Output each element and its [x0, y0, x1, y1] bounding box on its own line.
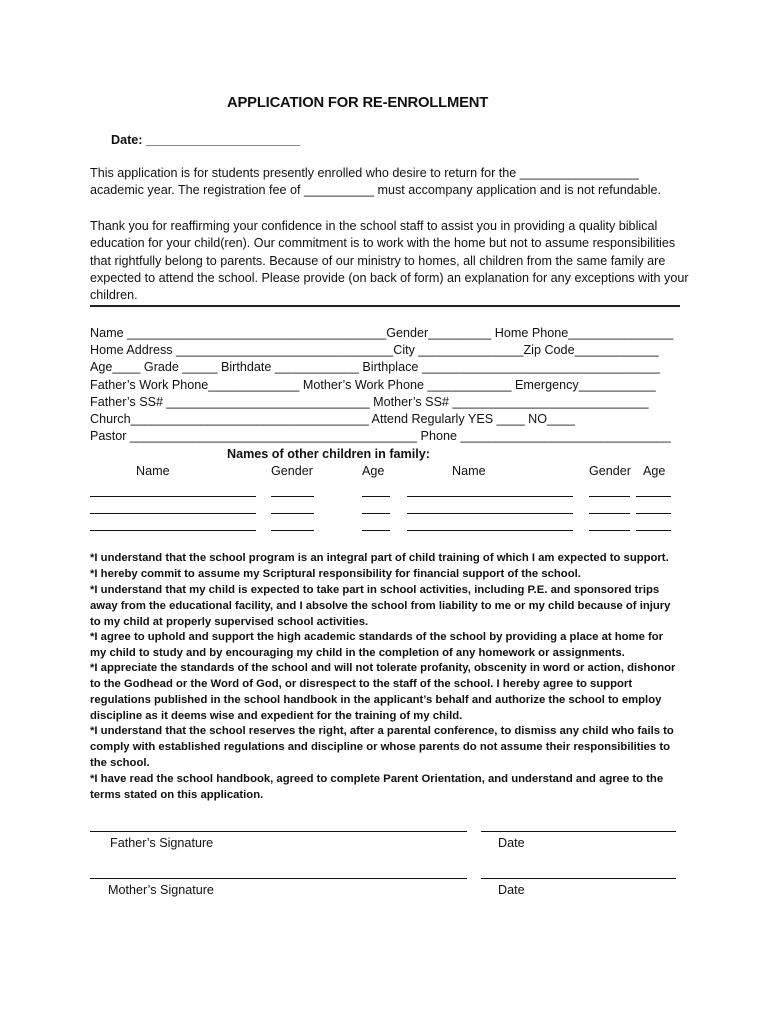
child-age-line[interactable] — [362, 513, 390, 514]
statement-academics: *I agree to uphold and support the high academic standards of the school by providing a place at home for my child to study and by encouraging my child in the completion of any homework or assignments. — [90, 631, 664, 659]
page-title: APPLICATION FOR RE-ENROLLMENT — [227, 95, 489, 111]
child-gender-line[interactable] — [589, 513, 630, 514]
child-age-line[interactable] — [636, 530, 671, 531]
church-row[interactable]: Church__________________________________ Attend Regularly YES ____ NO____ — [90, 412, 576, 426]
child-gender-line[interactable] — [589, 530, 630, 531]
col-header-age-right: Age — [643, 464, 666, 478]
father-signature-label: Father’s Signature — [110, 836, 214, 850]
col-header-gender-right: Gender — [589, 464, 632, 478]
child-age-line[interactable] — [636, 513, 671, 514]
col-header-gender-left: Gender — [271, 464, 314, 478]
intro-line-2: academic year. The registration fee of __________ must accompany application and is not refundable. — [90, 183, 662, 197]
statement-handbook: *I have read the school handbook, agreed to complete Parent Orientation, and understand and agree to the terms stated on this application. — [90, 773, 664, 801]
col-header-name-right: Name — [452, 464, 486, 478]
ss-row[interactable]: Father’s SS# _____________________________ Mother’s SS# ____________________________ — [90, 395, 649, 409]
child-gender-line[interactable] — [271, 530, 314, 531]
child-age-line[interactable] — [362, 530, 390, 531]
child-gender-line[interactable] — [271, 496, 314, 497]
father-date-label: Date — [498, 836, 525, 850]
statement-dismissal: *I understand that the school reserves the right, after a parental conference, to dismiss any child who fails to comply with established regulations and discipline or whose parents do not assume their responsibilities to the school. — [90, 725, 674, 769]
father-signature-line[interactable] — [90, 831, 467, 832]
child-gender-line[interactable] — [271, 513, 314, 514]
mother-date-line[interactable] — [481, 878, 676, 879]
thank-you-paragraph: Thank you for reaffirming your confidence in the school staff to assist you in providing a quality biblical education for your child(ren). Our commitment is to work with the home but not to assume responsibilities that rightfully belong to parents. Because of our ministry to homes, all children from the same family are expected to attend the school. Please provide (on back of form) an explanation for any exceptions with your children. — [90, 219, 689, 303]
child-gender-line[interactable] — [589, 496, 630, 497]
child-age-line[interactable] — [362, 496, 390, 497]
child-name-line[interactable] — [90, 496, 256, 497]
statement-financial: *I hereby commit to assume my Scriptural responsibility for financial support of the school. — [90, 568, 581, 580]
mother-signature-label: Mother’s Signature — [108, 883, 214, 897]
mother-signature-line[interactable] — [90, 878, 467, 879]
child-age-line[interactable] — [636, 496, 671, 497]
child-name-line[interactable] — [407, 530, 573, 531]
child-name-line[interactable] — [90, 530, 256, 531]
children-heading: Names of other children in family: — [227, 447, 430, 461]
statement-activities: *I understand that my child is expected to take part in school activities, including P.E. and sponsored trips away from the educational facility, and I absolve the school from liability to me or my child because of injury to my child at properly supervised school activities. — [90, 584, 671, 628]
child-name-line[interactable] — [407, 496, 573, 497]
statement-conduct: *I appreciate the standards of the school and will not tolerate profanity, obscenity in word or action, dishonor to the Godhead or the Word of God, or disrespect to the staff of the school. I hereby agree to support regulations published in the school handbook in the applicant’s behalf and authorize the school to employ discipline as it deems wise and expedient for the training of my child. — [90, 662, 676, 722]
date-field[interactable]: Date: ______________________ — [111, 133, 301, 147]
father-date-line[interactable] — [481, 831, 676, 832]
age-birth-row[interactable]: Age____ Grade _____ Birthdate ____________ Birthplace __________________________________ — [90, 360, 661, 374]
col-header-name-left: Name — [136, 464, 170, 478]
intro-line-1: This application is for students presently enrolled who desire to return for the _________________ — [90, 166, 639, 180]
work-phone-row[interactable]: Father’s Work Phone_____________ Mother’s Work Phone ____________ Emergency___________ — [90, 378, 656, 392]
child-name-line[interactable] — [90, 513, 256, 514]
address-row[interactable]: Home Address _______________________________City _______________Zip Code____________ — [90, 343, 659, 357]
mother-date-label: Date — [498, 883, 525, 897]
child-name-line[interactable] — [407, 513, 573, 514]
col-header-age-left: Age — [362, 464, 385, 478]
statement-program: *I understand that the school program is an integral part of child training of which I am expected to support. — [90, 552, 669, 564]
section-divider — [90, 305, 680, 307]
pastor-row[interactable]: Pastor _________________________________________ Phone ______________________________ — [90, 429, 671, 443]
name-gender-phone-row[interactable]: Name _____________________________________Gender_________ Home Phone_______________ — [90, 326, 674, 340]
